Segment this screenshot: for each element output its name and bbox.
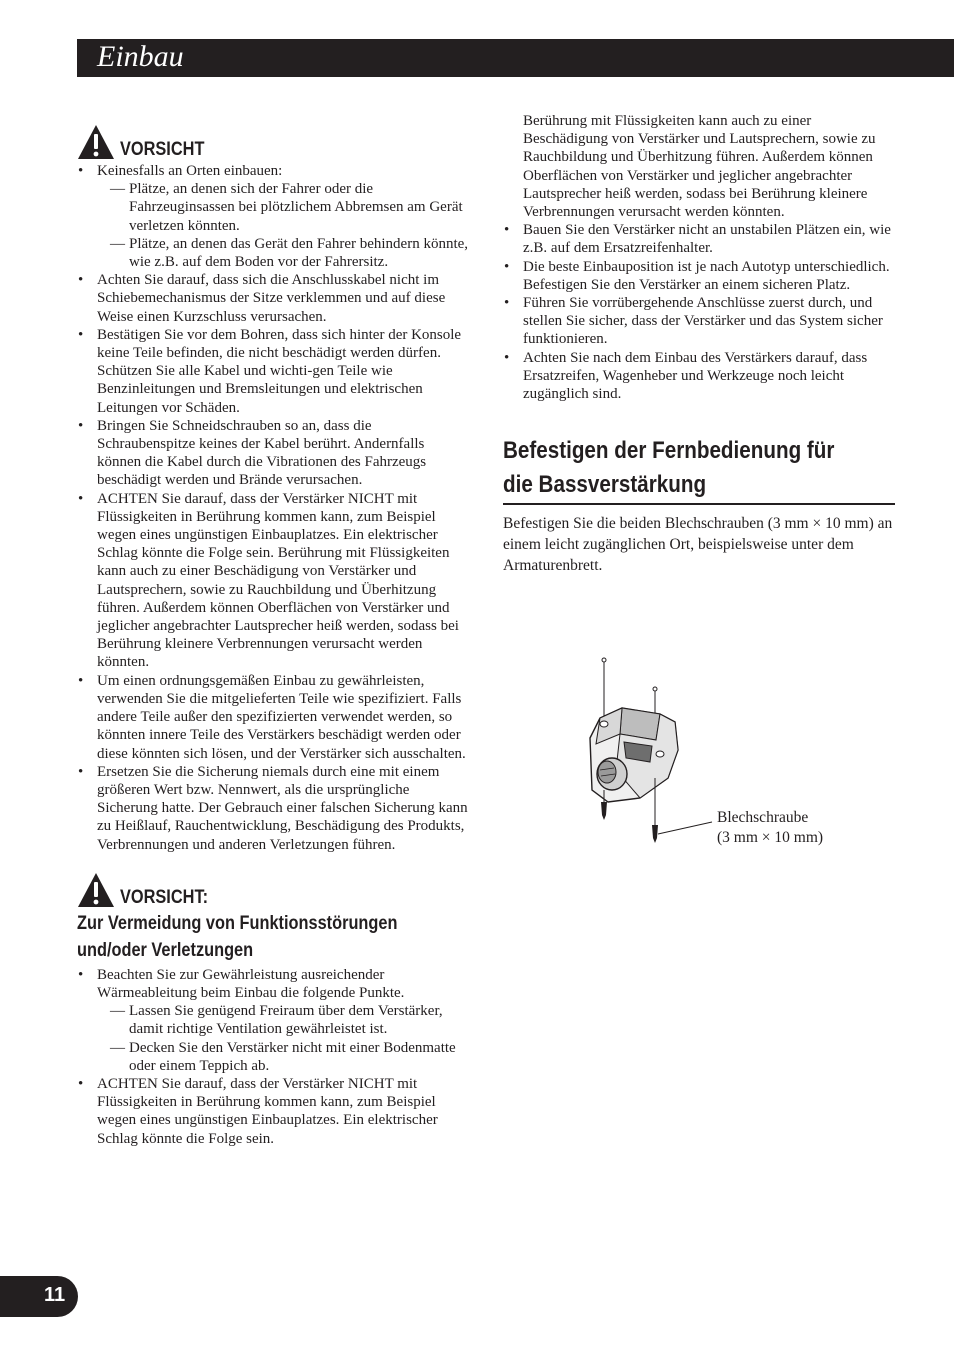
list-item: • Achten Sie darauf, dass sich die Anschlusskabel nicht im Schiebemechanismus der Sitze verklemmen und auf diese Weise einen Kurzschluss verursachen. xyxy=(77,271,469,326)
sub-list-item: — Decken Sie den Verstärker nicht mit einer Bodenmatte oder einem Teppich ab. xyxy=(97,1039,469,1075)
warning-subheading: Zur Vermeidung von Funktionsstörungen und/oder Verletzungen xyxy=(77,912,398,961)
right-column xyxy=(503,112,895,576)
list-item: • Achten Sie nach dem Einbau des Verstärkers darauf, dass Ersatzreifen, Wagenheber und Werkzeuge noch leicht zugänglich sind. xyxy=(503,349,895,404)
list-item: • Bestätigen Sie vor dem Bohren, dass sich hinter der Konsole keine Teile befinden, die nicht beschädigt werden dürfen. Schützen Sie alle Kabel und wichti-gen Teile wie Benzinleitungen und Bremsleitungen und elektrischen Leitungen vor Schäden. xyxy=(77,326,469,417)
list-item: • Die beste Einbauposition ist je nach Autotyp unterschiedlich. Befestigen Sie den Verstärker an einem sicheren Platz. xyxy=(503,258,895,294)
page-number-tab xyxy=(0,1276,78,1317)
section-title-line-2: die Bassverstärkung xyxy=(503,471,707,499)
sub-list xyxy=(97,1002,469,1075)
screw-label-line-2: (3 mm × 10 mm) xyxy=(717,829,824,846)
section-title xyxy=(503,434,895,505)
list-item-text: Keinesfalls an Orten einbauen: xyxy=(97,163,283,179)
warning-triangle-icon xyxy=(77,124,115,160)
left-column xyxy=(77,118,469,1148)
list-item: • Um einen ordnungsgemäßen Einbau zu gewährleisten, verwenden Sie die mitgelieferten Teile wie spezifiziert. Falls andere Teile außer den spezifizierten verwendet werden, so könnten innere Teile des Verstärkers beschädigt werden oder diese könnten sich lösen, und der Verstärker sich ausschalten. xyxy=(77,672,469,763)
warning-triangle-icon xyxy=(77,872,115,908)
list-item: • ACHTEN Sie darauf, dass der Verstärker NICHT mit Flüssigkeiten in Berührung kommen kann, zum Beispiel wegen eines ungünstigen Einbauplatzes. Ein elektrischer Schlag könnte die Folge sein. xyxy=(77,1075,469,1148)
sub-list-item: — Plätze, an denen sich der Fahrer oder die Fahrzeuginsassen bei plötzlichem Abbremsen am Gerät verletzen könnten. xyxy=(97,180,469,235)
screw-label-line-1: Blechschraube xyxy=(717,809,809,826)
header-bar xyxy=(77,39,954,77)
list-item: • Bauen Sie den Verstärker nicht an unstabilen Plätzen ein, wie z.B. auf dem Ersatzreifenhalter. xyxy=(503,221,895,257)
warning-list-1 xyxy=(77,162,469,854)
list-item: • Ersetzen Sie die Sicherung niemals durch eine mit einem größeren Wert bzw. Nennwert, als die ursprüngliche Sicherung hatte. Der Gebrauch einer falschen Sicherung kann zu Heißlauf, Rauchentwicklung, Beschädigung des Produkts, Verbrennungen und anderen Verletzungen führen. xyxy=(77,763,469,854)
warning-label: VORSICHT xyxy=(120,139,205,160)
section-title-line-1: Befestigen der Fernbedienung für xyxy=(503,437,835,465)
warning-label: VORSICHT: xyxy=(120,886,209,908)
list-item xyxy=(77,966,469,1075)
page-number: 11 xyxy=(44,1284,66,1306)
list-item xyxy=(77,162,469,271)
warning-list-2 xyxy=(77,966,469,1148)
bass-remote-illustration xyxy=(580,650,730,850)
warning-heading-2 xyxy=(77,866,469,908)
continued-text: Berührung mit Flüssigkeiten kann auch zu einer Beschädigung von Verstärker und Lautsprechern, sowie zu Rauchbildung und Überhitzung führen. Außerdem können Oberflächen von Verstärker und jeglicher angebrachter Lautsprecher heiß werden, sodass bei Berührung kleinere Verbrennungen verursacht werden könnten. xyxy=(523,113,876,221)
page-title: Einbau xyxy=(97,40,184,73)
list-item: • ACHTEN Sie darauf, dass der Verstärker NICHT mit Flüssigkeiten in Berührung kommen kann, zum Beispiel wegen eines ungünstigen Einbauplatzes. Ein elektrischer Schlag könnte die Folge sein. Berührung mit Flüssigkeiten kann auch zu einer Beschädigung von Verstärker und Lautsprechern, sowie zu Rauchbildung und Überhitzung führen. Außerdem können Oberflächen von Verstärker und jeglicher angebrachter Lautsprecher heiß werden, sodass bei Berührung kleinere Verbrennungen verursacht werden könnten. xyxy=(77,490,469,672)
list-item: • Bringen Sie Schneidschrauben so an, dass die Schraubenspitze keines der Kabel berührt. Andernfalls können die Kabel durch die Vibrationen des Fahrzeugs beschädigt werden und Brände verursachen. xyxy=(77,417,469,490)
section-paragraph: Befestigen Sie die beiden Blechschrauben (3 mm × 10 mm) an einem leicht zugänglichen Ort, beispielsweise unter dem Armaturenbrett. xyxy=(503,515,893,575)
sub-list xyxy=(97,180,469,271)
sub-list-item: — Lassen Sie genügend Freiraum über dem Verstärker, damit richtige Ventilation gewährleistet ist. xyxy=(97,1002,469,1038)
warning-heading-1 xyxy=(77,118,469,160)
list-item: • Führen Sie vorrübergehende Anschlüsse zuerst durch, und stellen Sie sicher, dass der Verstärker und das System sicher funktionieren. xyxy=(503,294,895,349)
list-item-text: Beachten Sie zur Gewährleistung ausreichender Wärmeableitung beim Einbau die folgende Punkte. xyxy=(97,966,405,1001)
remote-mount-figure xyxy=(580,650,880,860)
screw-label xyxy=(717,808,823,848)
right-list xyxy=(503,221,895,403)
sub-list-item: — Plätze, an denen das Gerät den Fahrer behindern könnte, wie z.B. auf dem Boden vor der Fahrersitz. xyxy=(97,235,469,271)
